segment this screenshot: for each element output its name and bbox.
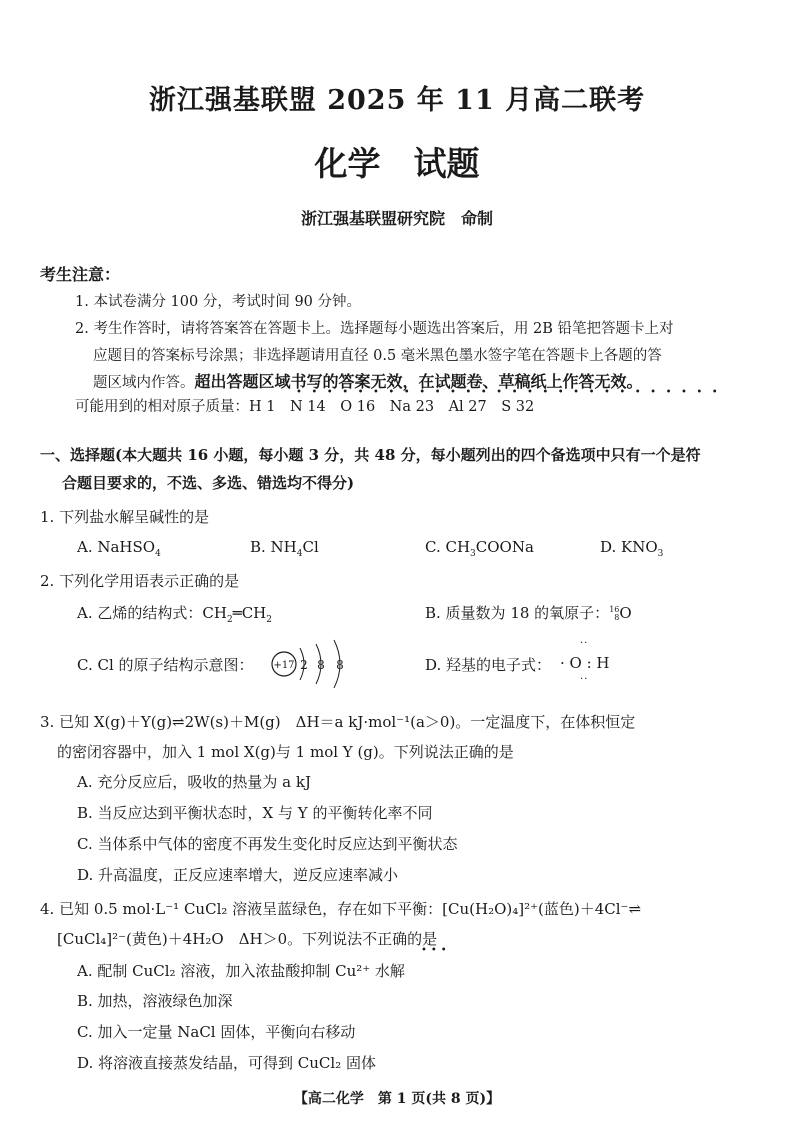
q3-option-a: A. 充分反应后，吸收的热量为 a kJ bbox=[77, 773, 311, 791]
subject-title: 化学 试题 bbox=[314, 144, 480, 183]
q4-option-a: A. 配制 CuCl₂ 溶液，加入浓盐酸抑制 Cu²⁺ 水解 bbox=[77, 962, 405, 980]
hydroxyl-electron-formula: · O : H bbox=[560, 654, 610, 672]
q3-stem-line-2: 的密闭容器中，加入 1 mol X(g)与 1 mol Y (g)。下列说法正确的是 bbox=[57, 743, 514, 761]
exam-title: 浙江强基联盟 2025 年 11 月高二联考 bbox=[148, 85, 646, 116]
q3-option-c: C. 当体系中气体的密度不再发生变化时反应达到平衡状态 bbox=[77, 835, 458, 853]
q2-option-d: D. 羟基的电子式： bbox=[425, 656, 552, 674]
q2-stem: 2. 下列化学用语表示正确的是 bbox=[40, 572, 240, 590]
section-heading-line-2: 合题目要求的，不选、多选、错选均不得分) bbox=[62, 474, 355, 492]
notice-item-2-line-1: 2. 考生作答时，请将答案答在答题卡上。选择题每小题选出答案后，用 2B 铅笔把答题卡上对 bbox=[75, 321, 674, 337]
isotope-numbers: 16 8 bbox=[609, 605, 620, 622]
page-footer: 【高二化学 第 1 页(共 8 页)】 bbox=[293, 1091, 501, 1107]
q3-option-b: B. 当反应达到平衡状态时，X 与 Y 的平衡转化率不同 bbox=[77, 804, 433, 822]
q4-stem-line-1: 4. 已知 0.5 mol·L⁻¹ CuCl₂ 溶液呈蓝绿色，存在如下平衡：[Cu(H₂O)₄]²⁺(蓝色)＋4Cl⁻⇌ bbox=[40, 900, 642, 918]
nucleus-charge: +17 bbox=[273, 660, 295, 671]
notice-text: 题区域内作答。 bbox=[93, 375, 195, 391]
author-line: 浙江强基联盟研究院 命制 bbox=[300, 209, 493, 228]
q3-stem-line-1: 3. 已知 X(g)＋Y(g)⇌2W(s)＋M(g) ΔH＝a kJ·mol⁻¹(a＞0)。一定温度下，在体积恒定 bbox=[40, 713, 636, 731]
q1-option-c: C. $CH_3COONa$ bbox=[425, 538, 534, 559]
q1-stem: 1. 下列盐水解呈碱性的是 bbox=[40, 508, 210, 526]
shell-2-count: 8 bbox=[317, 658, 325, 672]
q1-option-b: B. $NH_4Cl$ bbox=[250, 538, 319, 559]
notice-item-2-line-2: 应题目的答案标号涂黑；非选择题请用直径 0.5 毫米黑色墨水签字笔在答题卡上各题的答 bbox=[93, 348, 662, 364]
q2-option-b: B. 质量数为 18 的氧原子： 16 8 O bbox=[425, 604, 632, 622]
shell-1-count: 2 bbox=[300, 658, 308, 672]
emphasis-dots-q4: ••• bbox=[421, 945, 451, 956]
q4-option-b: B. 加热，溶液绿色加深 bbox=[77, 992, 233, 1010]
atomic-masses: 可能用到的相对原子质量：H 1 N 14 O 16 Na 23 Al 27 S 32 bbox=[75, 399, 535, 415]
lone-pair-bottom: ·· bbox=[580, 674, 589, 685]
q4-option-d: D. 将溶液直接蒸发结晶，可得到 CuCl₂ 固体 bbox=[77, 1054, 376, 1072]
q4-stem-line-2: [CuCl₄]²⁻(黄色)＋4H₂O ΔH＞0。下列说法不正确的是 bbox=[57, 930, 438, 948]
section-heading-line-1: 一、选择题(本大题共 16 小题，每小题 3 分，共 48 分，每小题列出的四个备选项中只有一个是符 bbox=[40, 446, 701, 464]
q1-option-d: D. $KNO_3$ bbox=[600, 538, 664, 559]
notice-heading: 考生注意： bbox=[40, 265, 121, 284]
q4-option-c: C. 加入一定量 NaCl 固体，平衡向右移动 bbox=[77, 1023, 356, 1041]
q1-option-a: A. NaHSO$_4$ bbox=[77, 538, 161, 559]
q2-option-c: C. Cl 的原子结构示意图： bbox=[77, 656, 254, 674]
notice-item-1: 1. 本试卷满分 100 分，考试时间 90 分钟。 bbox=[75, 294, 362, 310]
cl-atom-structure-diagram bbox=[264, 636, 354, 692]
q3-option-d: D. 升高温度，正反应速率增大，逆反应速率减小 bbox=[77, 866, 399, 884]
q2-option-a: A. 乙烯的结构式：$CH_2═CH_2$ bbox=[77, 604, 272, 625]
shell-3-count: 8 bbox=[336, 658, 344, 672]
notice-emphasis: 超出答题区域书写的答案无效，在试题卷、草稿纸上作答无效。 bbox=[194, 372, 643, 391]
lone-pair-top: ·· bbox=[580, 638, 589, 649]
emphasis-dots: •••••••••••••••••••••••••••• bbox=[296, 387, 728, 398]
